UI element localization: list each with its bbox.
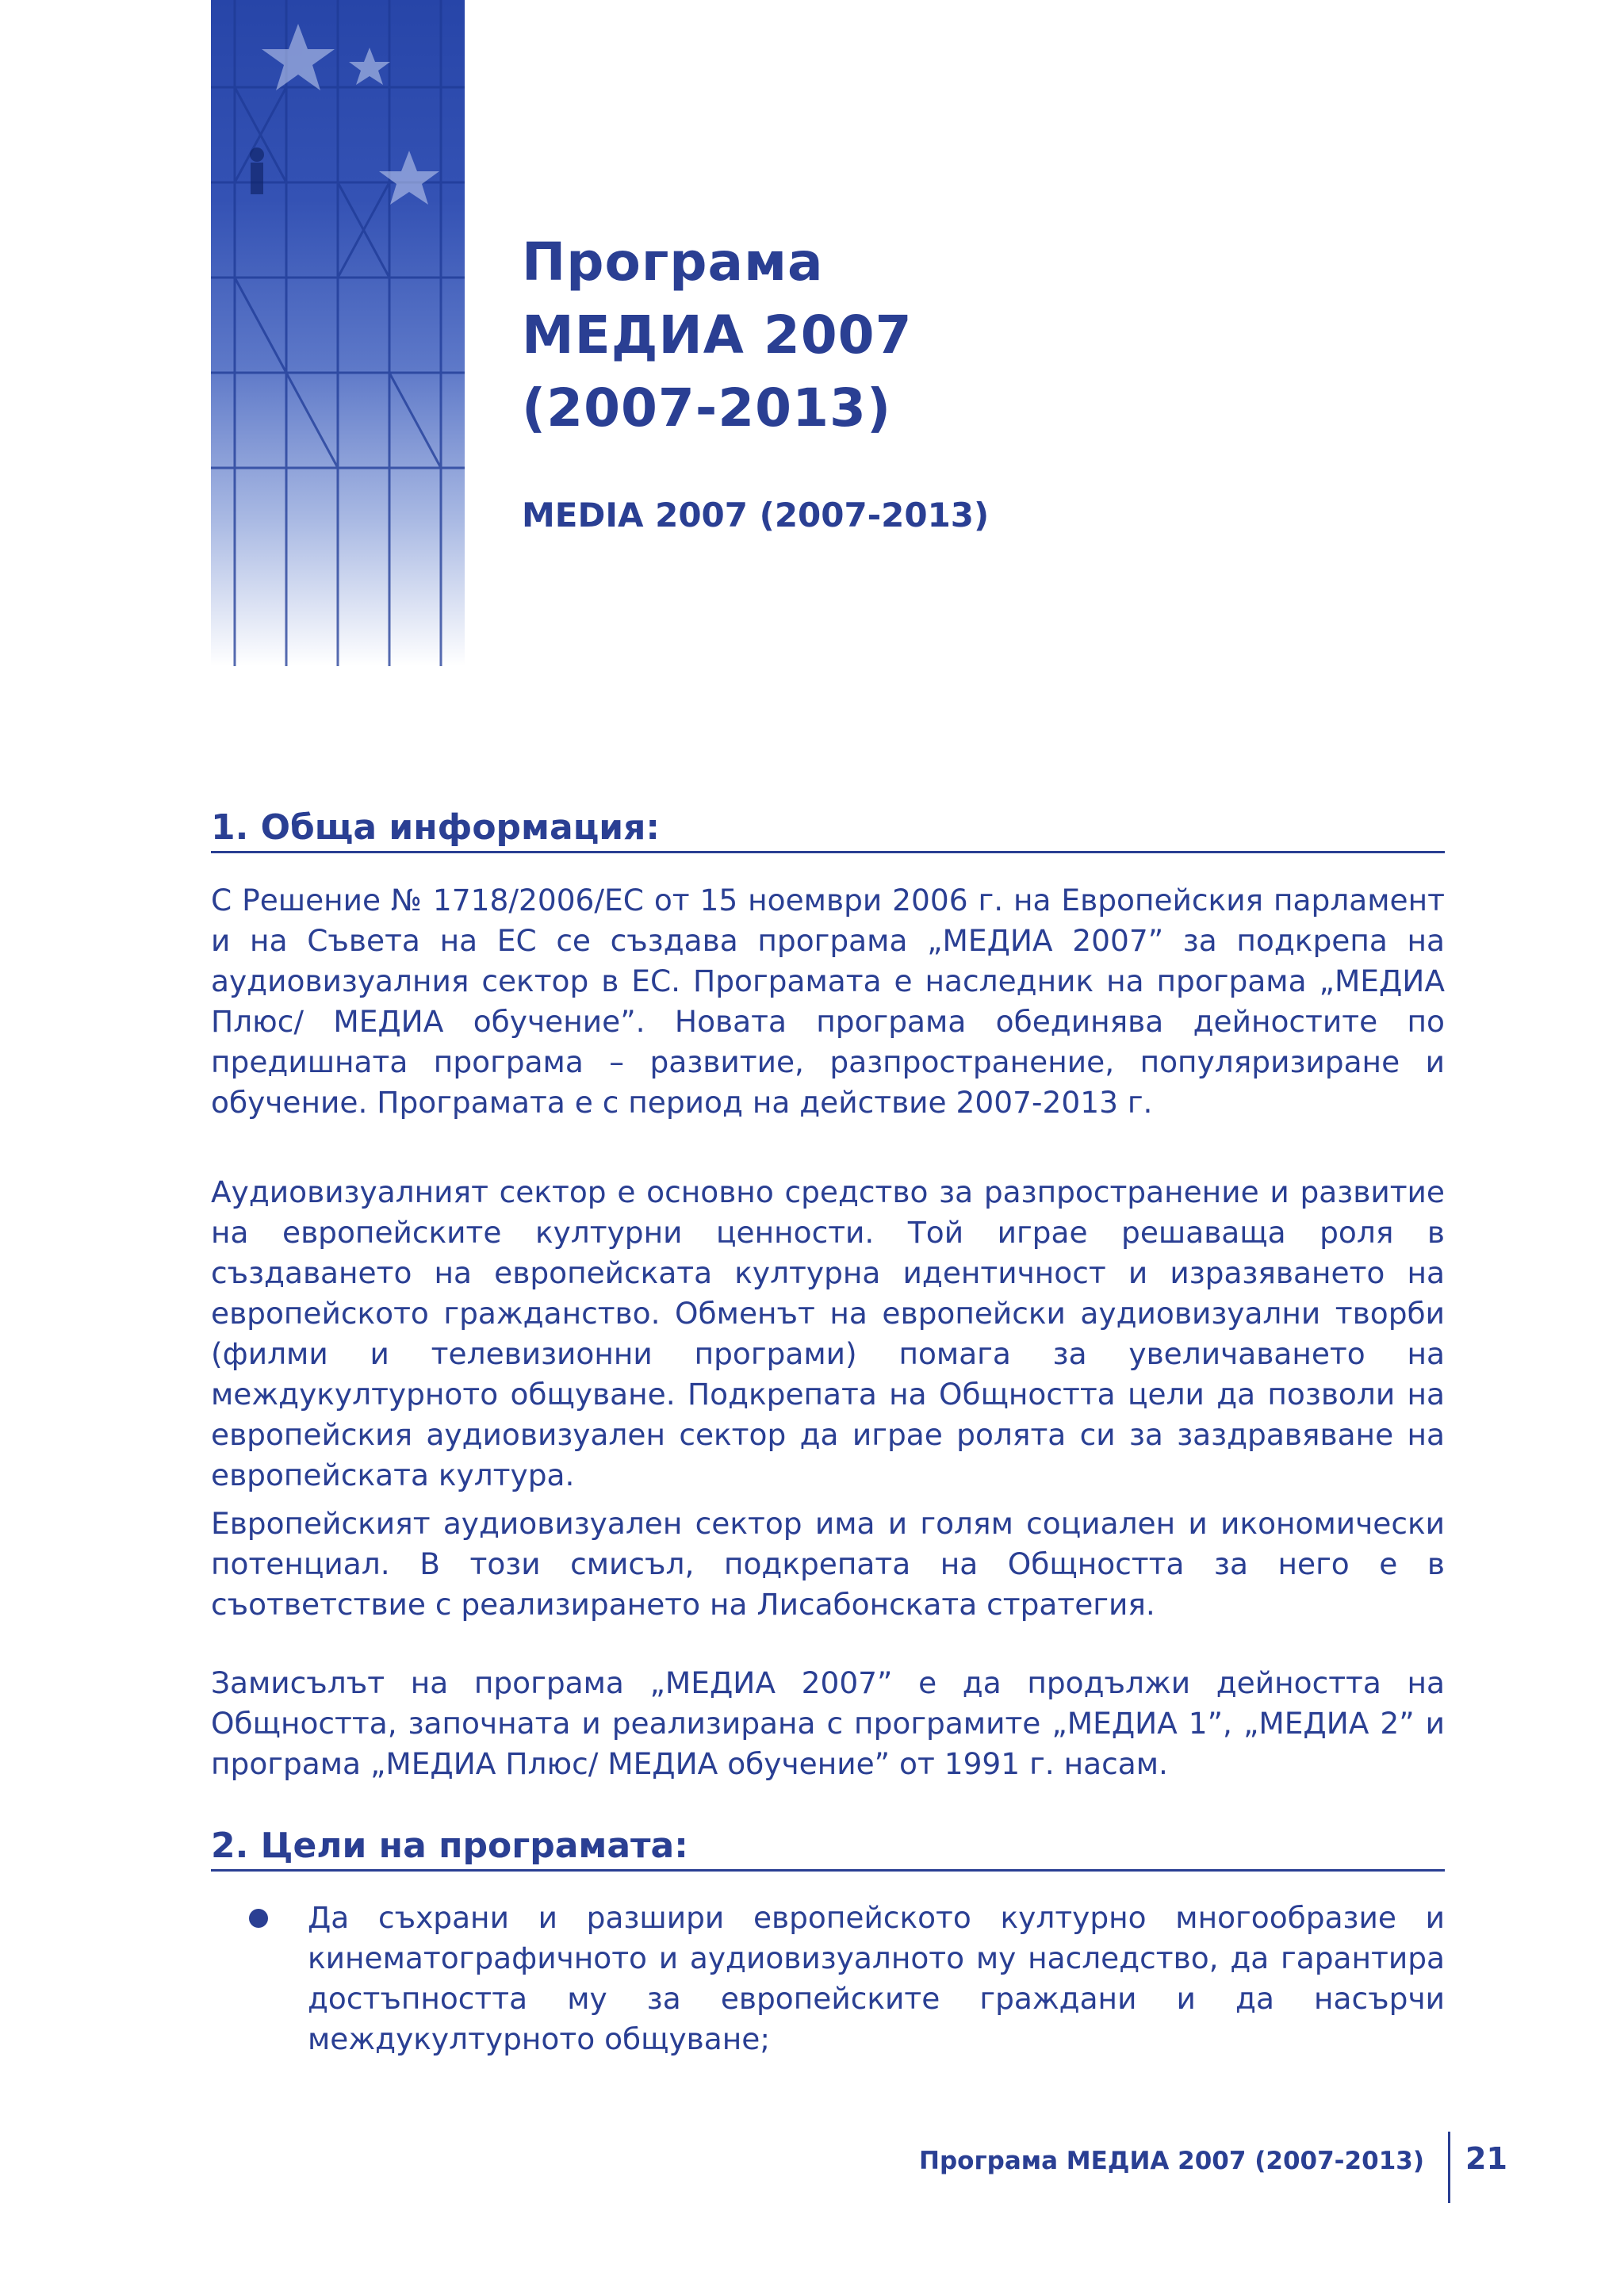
title-line-2: МЕДИА 2007 [522, 305, 913, 366]
running-footer-title: Програма МЕДИА 2007 (2007-2013) [919, 2147, 1424, 2175]
page-title [522, 226, 913, 445]
scaffold-stars-illustration [211, 0, 465, 666]
title-line-3: (2007-2013) [522, 377, 892, 439]
header-banner-image [211, 0, 465, 666]
paragraph-4: Замисълът на програма „МЕДИА 2007” е да продължи дейността на Общността, започната и реализирана с програмите „МЕДИА 1”, „МЕДИА 2” и програма „МЕДИА Плюс/ МЕДИА обучение” от 1991 г. насам. [211, 1665, 1445, 1781]
list-item [262, 1898, 1445, 2059]
paragraph-3: Европейският аудиовизуален сектор има и голям социален и икономически потенциал. В този смисъл, подкрепата на Общността за него е в съответствие с реализирането на Лисабонската стратегия. [211, 1506, 1445, 1622]
section-heading-general-info: 1. Обща информация: [211, 807, 1445, 853]
title-line-1: Програма [522, 232, 824, 293]
list-item-text: Да съхрани и разшири европейското културно многообразие и кинематографичното и аудиовизуалното му наследство, да гарантира достъпността му за европейските граждани и да насърчи междукултурното общуване; [308, 1900, 1445, 2056]
footer-divider [1448, 2132, 1450, 2203]
page-number: 21 [1465, 2141, 1507, 2176]
paragraph-1: С Решение № 1718/2006/ЕС от 15 ноември 2006 г. на Европейския парламент и на Съвета на ЕС се създава програма „МЕДИА 2007” за подкрепа на аудиовизуалния сектор в ЕС. Програмата е наследник на програма „МЕДИА Плюс/ МЕДИА обучение”. Новата програма обединява дейностите по предишната програма – развитие, разпространение, популяризиране и обучение. Програмата е с период на действие 2007-2013 г. [211, 883, 1445, 1120]
paragraph-2: Аудиовизуалният сектор е основно средство за разпространение и развитие на европейските културни ценности. Той играе решаваща роля в създаването на европейската културна идентичност и изразяването на европейското гражданство. Обменът на европейски аудиовизуални творби (филми и телевизионни програми) помага за увеличаването на междукултурното общуване. Подкрепата на Общността цели да позволи на европейския аудиовизуален сектор да играе ролята си за заздравяване на европейската култура. [211, 1174, 1445, 1492]
page-subtitle: MEDIA 2007 (2007-2013) [522, 496, 990, 534]
bullet-icon [249, 1909, 268, 1928]
section-heading-objectives: 2. Цели на програмата: [211, 1826, 1445, 1872]
